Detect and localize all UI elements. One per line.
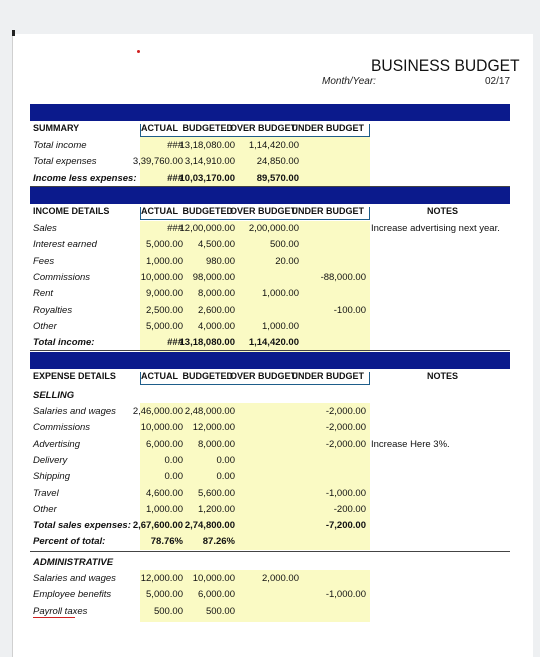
actual-cell: 500.00	[153, 605, 183, 617]
actual-cell: 1,000.00	[146, 503, 183, 515]
over-budget-cell: 89,570.00	[256, 172, 299, 184]
administrative-subheader: ADMINISTRATIVE	[33, 557, 114, 568]
over-budget-cell: 1,14,420.00	[248, 140, 299, 151]
expense-col-header-over-budget: OVER BUDGET	[229, 371, 296, 381]
actual-cell: 0.00	[164, 471, 183, 483]
summary-header-tick-left	[140, 124, 141, 137]
income-col-header-over-budget: OVER BUDGET	[229, 206, 296, 216]
summary-band	[30, 104, 510, 121]
expense-section-header: EXPENSE DETAILS	[33, 371, 116, 381]
under-budget-cell: -100.00	[333, 304, 366, 316]
actual-cell: 1,000.00	[146, 255, 183, 267]
row-label: Royalties	[33, 304, 73, 316]
month-year-value: 02/17	[485, 76, 511, 87]
expense-col-header-budgeted: BUDGETED	[182, 371, 233, 381]
under-budget-cell: -2,000.00	[325, 438, 366, 450]
row-label: Shipping	[33, 471, 70, 483]
budgeted-cell: 8,000.00	[198, 438, 235, 450]
actual-cell: 10,000.00	[140, 422, 183, 434]
under-budget-cell: -2,000.00	[325, 422, 366, 434]
row-label: Other	[33, 320, 57, 332]
income-band	[30, 187, 510, 204]
budgeted-cell: 2,48,000.00	[184, 406, 235, 417]
expense-band	[30, 352, 510, 369]
budgeted-cell: 4,000.00	[198, 320, 235, 332]
row-label: Sales	[33, 223, 57, 234]
under-budget-cell: -2,000.00	[325, 406, 366, 417]
budgeted-cell: 98,000.00	[192, 271, 235, 283]
actual-cell: 0.00	[164, 454, 183, 466]
note-cell: Increase Here 3%.	[371, 438, 450, 450]
expense-header-tick-left	[140, 372, 141, 385]
row-label: Fees	[33, 255, 55, 267]
budgeted-cell: 5,600.00	[198, 487, 235, 499]
summary-header-underline	[140, 136, 370, 137]
row-label: Payroll taxes	[33, 605, 88, 617]
over-budget-cell: 1,14,420.00	[248, 337, 299, 349]
row-label: Income less expenses:	[33, 172, 137, 184]
actual-cell: 9,000.00	[146, 288, 183, 300]
budgeted-cell: 13,18,080.00	[179, 337, 235, 349]
summary-header-tick-right	[369, 124, 370, 137]
row-label: Salaries and wages	[33, 406, 116, 417]
under-budget-cell: -88,000.00	[320, 271, 366, 283]
summary-section-header: SUMMARY	[33, 123, 80, 133]
expense-col-header-actual: ACTUAL	[141, 371, 178, 381]
row-label: Other	[33, 503, 57, 515]
income-header-tick-right	[369, 207, 370, 220]
budgeted-cell: 3,14,910.00	[184, 156, 235, 168]
income-header-tick-left	[140, 207, 141, 220]
actual-cell: 2,67,600.00	[132, 520, 183, 532]
budgeted-cell: 2,600.00	[198, 304, 235, 316]
selling-bottom-line	[30, 551, 510, 552]
over-budget-cell: 2,00,000.00	[248, 223, 299, 234]
row-label: Advertising	[33, 438, 80, 450]
budgeted-cell: 12,000.00	[192, 422, 235, 434]
budgeted-cell: 0.00	[216, 471, 235, 483]
income-col-header-budgeted: BUDGETED	[182, 206, 233, 216]
under-budget-cell: -200.00	[333, 503, 366, 515]
income-notes-header: NOTES	[427, 206, 459, 216]
actual-cell: 3,39,760.00	[132, 156, 183, 168]
row-label: Interest earned	[33, 239, 97, 251]
budgeted-cell: 2,74,800.00	[184, 520, 235, 532]
red-mark	[137, 50, 140, 53]
over-budget-cell: 1,000.00	[262, 288, 299, 300]
budgeted-cell: 6,000.00	[198, 589, 235, 601]
row-label: Delivery	[33, 454, 68, 466]
income-header-underline	[140, 219, 370, 220]
row-label: Total expenses	[33, 156, 97, 168]
summary-col-header-under-budget: UNDER BUDGET	[291, 123, 364, 133]
actual-cell: ###	[167, 140, 183, 151]
actual-cell: 2,46,000.00	[132, 406, 183, 417]
summary-col-header-actual: ACTUAL	[141, 123, 178, 133]
budgeted-cell: 0.00	[216, 454, 235, 466]
actual-cell: 2,500.00	[146, 304, 183, 316]
over-budget-cell: 500.00	[269, 239, 299, 251]
budgeted-cell: 10,000.00	[192, 573, 235, 584]
summary-col-header-over-budget: OVER BUDGET	[229, 123, 296, 133]
under-budget-cell: -1,000.00	[325, 487, 366, 499]
spellcheck-underline	[33, 617, 75, 618]
over-budget-cell: 2,000.00	[262, 573, 299, 584]
row-label: Salaries and wages	[33, 573, 116, 584]
row-label: Rent	[33, 288, 54, 300]
month-year-label: Month/Year:	[322, 76, 376, 87]
selling-subheader: SELLING	[33, 390, 75, 401]
actual-cell: 12,000.00	[140, 573, 183, 584]
row-label: Total sales expenses:	[33, 520, 131, 532]
income-col-header-actual: ACTUAL	[141, 206, 178, 216]
actual-cell: 5,000.00	[146, 589, 183, 601]
actual-cell: 6,000.00	[146, 438, 183, 450]
summary-col-header-budgeted: BUDGETED	[182, 123, 233, 133]
under-budget-cell: -7,200.00	[325, 520, 366, 532]
row-label: Employee benefits	[33, 589, 112, 601]
budgeted-cell: 500.00	[205, 605, 235, 617]
income-col-header-under-budget: UNDER BUDGET	[291, 206, 364, 216]
actual-cell: ###	[167, 223, 183, 234]
expense-notes-header: NOTES	[427, 371, 459, 381]
over-budget-cell: 24,850.00	[256, 156, 299, 168]
corner-mark	[12, 30, 15, 36]
budgeted-cell: 8,000.00	[198, 288, 235, 300]
actual-cell: ###	[167, 337, 183, 349]
row-label: Percent of total:	[33, 536, 106, 548]
budgeted-cell: 13,18,080.00	[179, 140, 235, 151]
budgeted-cell: 10,03,170.00	[179, 172, 235, 184]
under-budget-cell: -1,000.00	[325, 589, 366, 601]
actual-cell: ###	[167, 172, 183, 184]
budgeted-cell: 12,00,000.00	[179, 223, 235, 234]
income-section-header: INCOME DETAILS	[33, 206, 110, 216]
expense-header-tick-right	[369, 372, 370, 385]
row-label: Total income:	[33, 337, 95, 349]
actual-cell: 5,000.00	[146, 239, 183, 251]
expense-col-header-under-budget: UNDER BUDGET	[291, 371, 364, 381]
budgeted-cell: 980.00	[205, 255, 235, 267]
budgeted-cell: 1,200.00	[198, 503, 235, 515]
income-bottom-line	[30, 350, 510, 351]
actual-cell: 78.76%	[150, 536, 183, 548]
actual-cell: 10,000.00	[140, 271, 183, 283]
row-label: Travel	[33, 487, 59, 499]
budgeted-cell: 4,500.00	[198, 239, 235, 251]
note-cell: Increase advertising next year.	[371, 223, 500, 234]
over-budget-cell: 20.00	[275, 255, 299, 267]
expense-header-underline	[140, 384, 370, 385]
document-title: BUSINESS BUDGET	[371, 56, 520, 75]
row-label: Total income	[33, 140, 87, 151]
row-label: Commissions	[33, 422, 91, 434]
actual-cell: 5,000.00	[146, 320, 183, 332]
budgeted-cell: 87.26%	[202, 536, 235, 548]
row-label: Commissions	[33, 271, 91, 283]
over-budget-cell: 1,000.00	[262, 320, 299, 332]
actual-cell: 4,600.00	[146, 487, 183, 499]
